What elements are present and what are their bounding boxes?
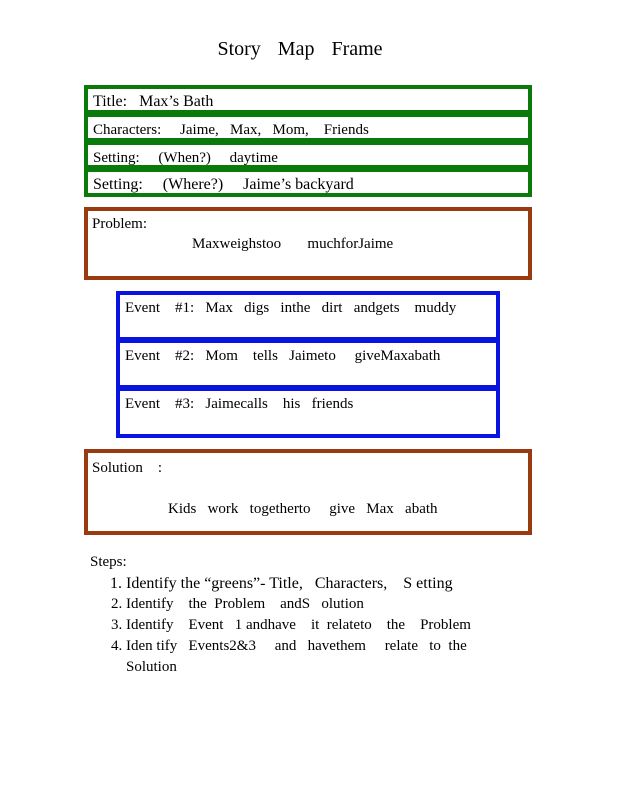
step-item-2: 2. Identify the Problem andS olution <box>126 594 510 615</box>
steps-list <box>90 573 510 678</box>
story-title-text: Title: Max’s Bath <box>93 93 214 110</box>
steps-section <box>90 554 510 678</box>
characters-box <box>84 113 532 142</box>
event-3-text: Event #3: Jaimecalls his friends <box>125 396 354 412</box>
page-title: Story Map Frame <box>217 38 383 60</box>
setting-when-text: Setting: (When?) daytime <box>93 150 278 166</box>
event-3-box <box>116 387 500 438</box>
solution-box <box>84 449 532 535</box>
solution-label: Solution : <box>92 460 163 476</box>
event-2-text: Event #2: Mom tells Jaimeto giveMaxabath <box>125 348 441 364</box>
setting-when-box <box>84 141 532 169</box>
problem-box <box>84 207 532 280</box>
solution-text: Kids work togetherto give Max abath <box>168 501 438 517</box>
event-1-text: Event #1: Max digs inthe dirt andgets muddy <box>125 300 457 316</box>
step-item-4: 4. Iden tify Events2&3 and havethem relate to the Solution <box>126 636 510 678</box>
problem-text: Maxweighstoo muchforJaime <box>192 236 394 252</box>
event-1-box <box>116 291 500 341</box>
problem-label: Problem: <box>92 216 147 232</box>
setting-where-text: Setting: (Where?) Jaime’s backyard <box>93 176 354 193</box>
step-item-1: 1. Identify the “greens”- Title, Characters, S etting <box>126 573 510 594</box>
event-2-box <box>116 339 500 389</box>
steps-label: Steps: <box>90 554 127 570</box>
characters-text: Characters: Jaime, Max, Mom, Friends <box>93 122 369 138</box>
step-item-3: 3. Identify Event 1 andhave it relateto the Problem <box>126 615 510 636</box>
title-box <box>84 85 532 114</box>
setting-where-box <box>84 168 532 197</box>
